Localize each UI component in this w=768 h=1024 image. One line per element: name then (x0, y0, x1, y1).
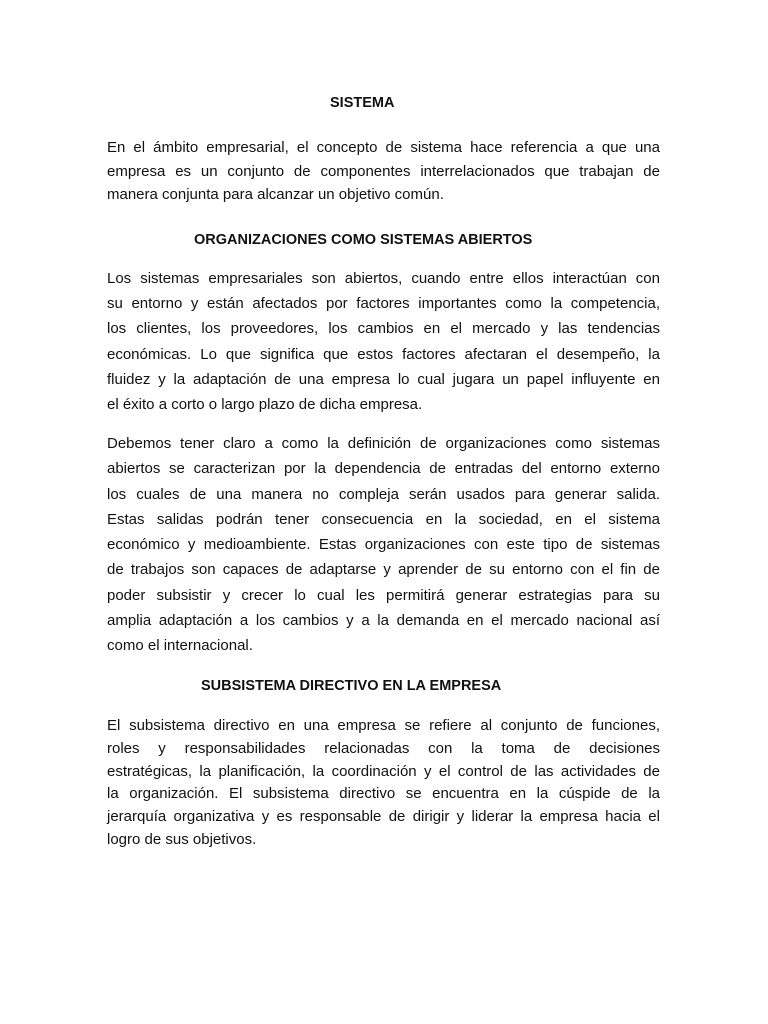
paragraph-line: los clientes, los proveedores, los cambios en el mercado y las tendencias (107, 320, 660, 338)
paragraph-line: En el ámbito empresarial, el concepto de sistema hace referencia a que una (107, 139, 660, 156)
paragraph-line: de trabajos son capaces de adaptarse y aprender de su entorno con el fin de (107, 561, 660, 579)
paragraph-sistema (107, 136, 660, 207)
paragraph-line: su entorno y están afectados por factores importantes como la competencia, (107, 295, 660, 313)
paragraph-line: económico y medioambiente. Estas organizaciones con este tipo de sistemas (107, 536, 660, 554)
paragraph-line: Estas salidas podrán tener consecuencia en la sociedad, en el sistema (107, 510, 660, 528)
paragraph-subsistema-directivo (107, 715, 660, 852)
paragraph-line: jerarquía organizativa y es responsable de dirigir y liderar la empresa hacia el (107, 808, 660, 826)
paragraph-sistemas-abiertos (107, 266, 660, 417)
paragraph-line: poder subsistir y crecer lo cual les permitirá generar estrategias para su (107, 586, 660, 604)
paragraph-line: Los sistemas empresariales son abiertos, cuando entre ellos interactúan con (107, 270, 660, 287)
paragraph-line: manera conjunta para alcanzar un objetivo común. (107, 186, 444, 203)
paragraph-line: Debemos tener claro a como la definición de organizaciones como sistemas (107, 435, 660, 452)
paragraph-line: los cuales de una manera no compleja serán usados para generar salida. (107, 485, 660, 503)
heading-subsistema-directivo: SUBSISTEMA DIRECTIVO EN LA EMPRESA (201, 678, 502, 694)
paragraph-line: la organización. El subsistema directivo se encuentra en la cúspide de la (107, 785, 660, 803)
paragraph-definicion-organizaciones (107, 431, 660, 659)
paragraph-line: económicas. Lo que significa que estos factores afectaran el desempeño, la (107, 345, 660, 363)
heading-sistema: SISTEMA (330, 95, 395, 111)
paragraph-line: abiertos se caracterizan por la dependencia de entradas del entorno externo (107, 460, 660, 478)
paragraph-line: logro de sus objetivos. (107, 830, 257, 848)
heading-organizaciones-sistemas-abiertos: ORGANIZACIONES COMO SISTEMAS ABIERTOS (194, 232, 533, 248)
paragraph-line: el éxito a corto o largo plazo de dicha empresa. (107, 396, 423, 414)
paragraph-line: empresa es un conjunto de componentes interrelacionados que trabajan de (107, 162, 660, 180)
paragraph-line: estratégicas, la planificación, la coordinación y el control de las actividades de (107, 762, 660, 780)
paragraph-line: fluidez y la adaptación de una empresa lo cual jugara un papel influyente en (107, 370, 660, 388)
paragraph-line: El subsistema directivo en una empresa se refiere al conjunto de funciones, (107, 717, 660, 734)
paragraph-line: roles y responsabilidades relacionadas con la toma de decisiones (107, 739, 660, 757)
paragraph-line: amplia adaptación a los cambios y a la demanda en el mercado nacional así (107, 612, 660, 630)
paragraph-line: como el internacional. (107, 637, 253, 655)
